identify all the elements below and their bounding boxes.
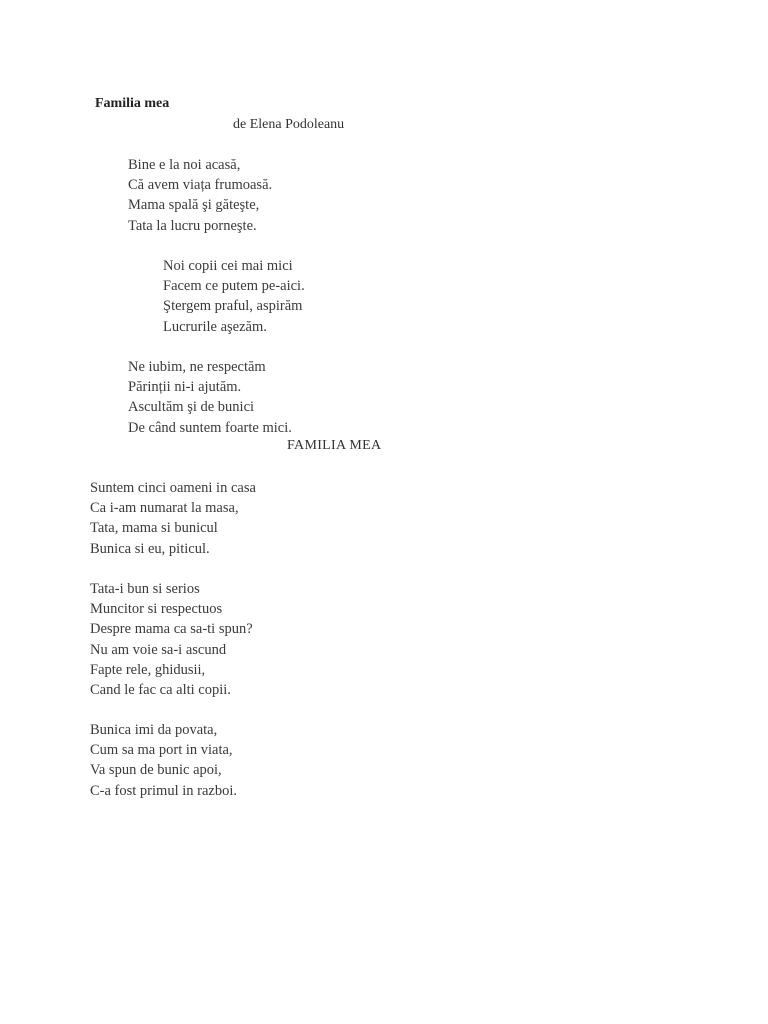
poem-line: Că avem viața frumoasă. xyxy=(128,177,273,194)
poem-line: De când suntem foarte mici. xyxy=(128,419,292,436)
poem-title: Familia mea xyxy=(95,96,170,111)
poem-line: C-a fost primul in razboi. xyxy=(90,782,237,799)
poem2-stanza-1 xyxy=(90,478,256,559)
poem2-stanza-2 xyxy=(90,579,253,700)
poem-line: Tata la lucru porneşte. xyxy=(128,217,257,234)
poem-line: Mama spală şi găteşte, xyxy=(128,197,260,214)
poem-line: Ne iubim, ne respectăm xyxy=(128,359,266,375)
poem-line: Cand le fac ca alti copii. xyxy=(90,681,231,698)
poem-line: Noi copii cei mai mici xyxy=(163,258,293,274)
poem-line: Bunica si eu, piticul. xyxy=(90,540,210,557)
poem-line: Bunica imi da povata, xyxy=(90,722,218,738)
stanza-1 xyxy=(128,155,272,236)
poem-line: Nu am voie sa-i ascund xyxy=(90,641,227,658)
poem-line: Muncitor si respectuos xyxy=(90,601,223,618)
stanza-3 xyxy=(128,357,292,438)
poem2-title: FAMILIA MEA xyxy=(287,438,382,453)
poem2-stanza-3 xyxy=(90,720,237,801)
poem-line: Fapte rele, ghidusii, xyxy=(90,661,206,678)
poem-line: Bine e la noi acasă, xyxy=(128,157,241,173)
poem-line: Ascultăm şi de bunici xyxy=(128,399,255,416)
stanza-2 xyxy=(163,256,305,337)
poem-author: de Elena Podoleanu xyxy=(233,117,345,132)
poem-line: Ca i-am numarat la masa, xyxy=(90,500,239,517)
poem-line: Suntem cinci oameni in casa xyxy=(90,480,256,496)
poem-line: Ştergem praful, aspirăm xyxy=(163,298,303,315)
poem-line: Lucrurile aşezăm. xyxy=(163,318,267,335)
poem-line: Despre mama ca sa-ti spun? xyxy=(90,621,253,638)
poem-line: Va spun de bunic apoi, xyxy=(90,762,222,779)
poem-line: Cum sa ma port in viata, xyxy=(90,742,233,759)
poem-line: Părinții ni-i ajutăm. xyxy=(128,379,242,396)
poem-line: Tata-i bun si serios xyxy=(90,581,200,597)
poem-line: Facem ce putem pe-aici. xyxy=(163,278,305,295)
poem-line: Tata, mama si bunicul xyxy=(90,520,218,537)
